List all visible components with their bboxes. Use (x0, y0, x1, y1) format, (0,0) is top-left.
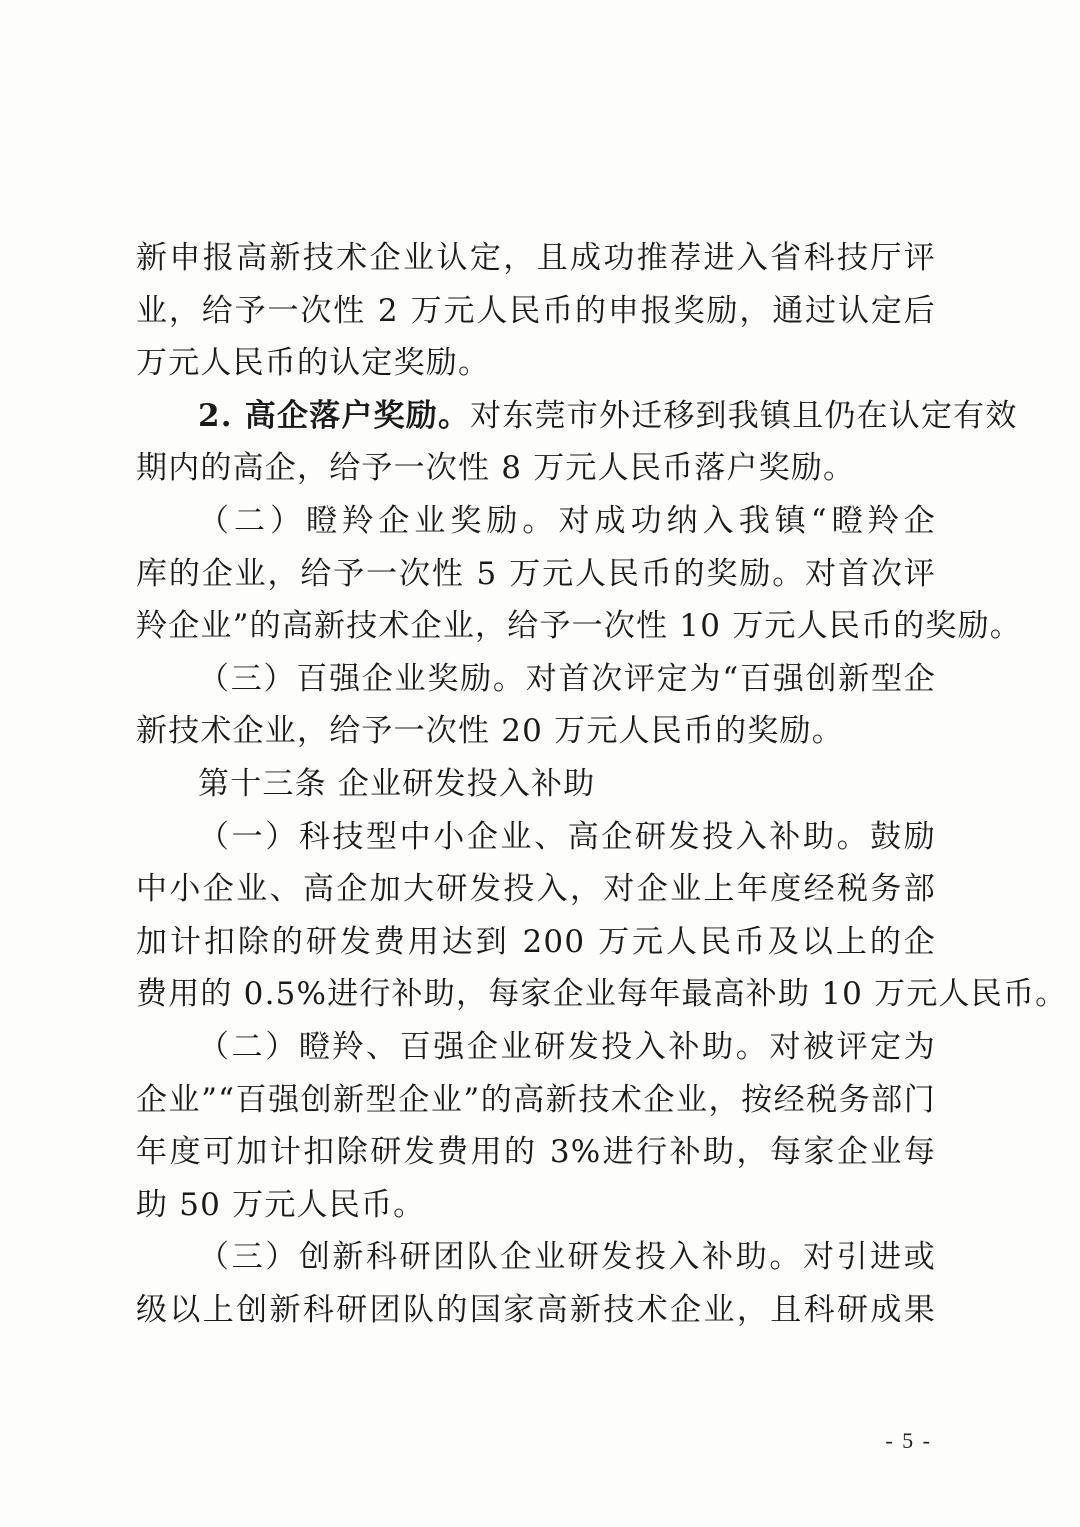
text-line: （三）百强企业奖励。对首次评定为“百强创新型企 (198, 660, 936, 697)
text-line: 期内的高企，给予一次性 8 万元人民币落户奖励。 (136, 450, 856, 487)
text-line: 级以上创新科研团队的国家高新技术企业，且科研成果 (136, 1291, 936, 1328)
text-line: （一）科技型中小企业、高企研发投入补助。鼓励 (198, 818, 936, 855)
text-line: （二）瞪羚、百强企业研发投入补助。对被评定为 (198, 1028, 936, 1065)
text-run: 对东莞市外迁移到我镇且仍在认定有效 (470, 397, 1018, 434)
text-line: 加计扣除的研发费用达到 200 万元人民币及以上的企 (136, 923, 936, 960)
text-line: 业，给予一次性 2 万元人民币的申报奖励，通过认定后 (136, 292, 936, 329)
text-line: 新申报高新技术企业认定，且成功推荐进入省科技厅评 (136, 240, 936, 276)
text-line: 中小企业、高企加大研发投入，对企业上年度经税务部 (136, 871, 936, 908)
text-line: 新技术企业，给予一次性 20 万元人民币的奖励。 (136, 713, 844, 750)
text-line: 企业”“百强创新型企业”的高新技术企业，按经税务部门 (136, 1081, 936, 1118)
text-line: 羚企业”的高新技术企业，给予一次性 10 万元人民币的奖励。 (136, 608, 1022, 645)
page-number: - 5 - (885, 1428, 932, 1453)
text-line: 助 50 万元人民币。 (136, 1186, 426, 1223)
text-line: （二）瞪羚企业奖励。对成功纳入我镇“瞪羚企 (198, 502, 936, 539)
text-line: 费用的 0.5%进行补助，每家企业每年最高补助 10 万元人民币。 (136, 976, 1068, 1013)
article-title: 第十三条 企业研发投入补助 (198, 765, 596, 802)
text-line: 万元人民币的认定奖励。 (136, 345, 491, 382)
text-line: （三）创新科研团队企业研发投入补助。对引进或 (198, 1239, 936, 1276)
body-text (136, 232, 1068, 1336)
text-line: 库的企业，给予一次性 5 万元人民币的奖励。对首次评 (136, 555, 936, 592)
bold-heading: 2. 高企落户奖励。 (198, 397, 471, 434)
text-line: 年度可加计扣除研发费用的 3%进行补助，每家企业每 (136, 1134, 936, 1171)
paragraph-heading-line (136, 390, 1018, 443)
